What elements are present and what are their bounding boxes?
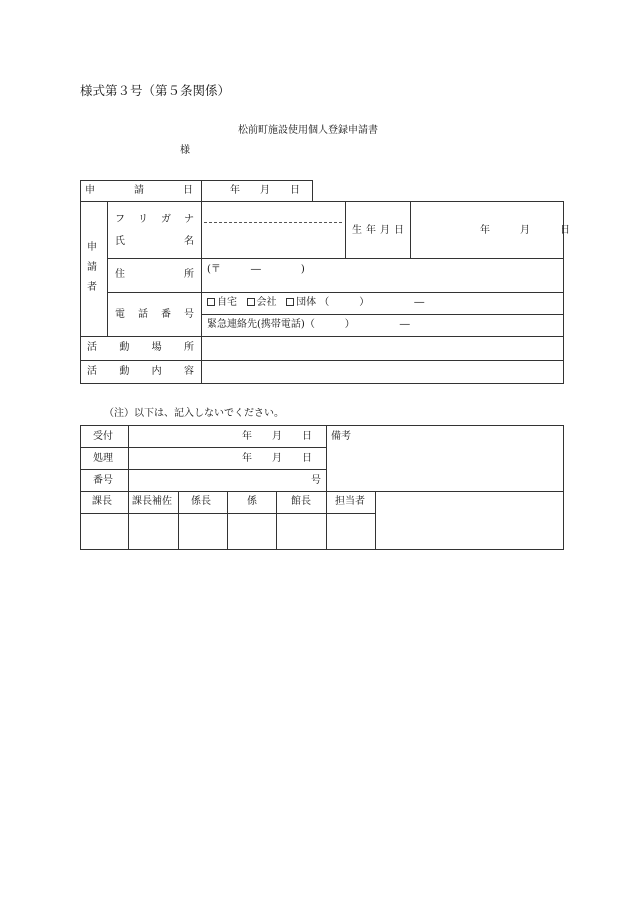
stamp-label-assistant-chief: 課長補佐 — [132, 496, 172, 507]
label-char: 請 — [87, 262, 97, 273]
office-use-note: （注）以下は、記入しないでください。 — [104, 408, 284, 419]
home-option-label: 自宅 — [217, 297, 237, 308]
label-char: ナ — [184, 214, 194, 225]
stamp-label-person-in-charge: 担当者 — [335, 496, 365, 507]
address-label — [115, 270, 194, 280]
furigana-field[interactable] — [204, 204, 342, 220]
processing-date: 年 月 日 — [242, 453, 312, 464]
furigana-label — [115, 215, 194, 225]
label-char: 容 — [183, 366, 194, 377]
label-char: 名 — [184, 236, 194, 247]
emergency-contact-label: 緊急連絡先(携帯電話) — [207, 319, 305, 330]
phone-line-1 — [207, 298, 424, 308]
stamp-label-section-chief: 課長 — [92, 496, 112, 507]
number-suffix: 号 — [311, 475, 321, 486]
label-char: 申 — [87, 242, 97, 253]
birth-date-label — [352, 226, 404, 236]
processing-label: 処理 — [93, 453, 113, 464]
company-checkbox[interactable] — [247, 297, 277, 308]
group-checkbox[interactable] — [286, 297, 316, 308]
phone-number-field[interactable]: （ ） ― — [319, 297, 425, 308]
label-char: 住 — [115, 269, 125, 280]
address-field[interactable]: (〒 ― ) — [207, 264, 305, 275]
label-char: 動 — [119, 342, 130, 353]
group-option-label: 団体 — [296, 297, 317, 308]
activity-place-field[interactable] — [204, 338, 562, 358]
label-char: 日 — [183, 185, 193, 196]
label-char: 活 — [87, 366, 97, 377]
label-char: 号 — [184, 309, 194, 320]
activity-content-field[interactable] — [204, 362, 562, 382]
page-title: 松前町施設使用個人登録申請書 — [238, 125, 378, 136]
label-char: 場 — [151, 342, 162, 353]
birth-date-value[interactable]: 年 月 日 — [480, 225, 570, 236]
phone-label — [115, 310, 194, 320]
addressee-suffix: 様 — [180, 145, 190, 156]
label-char: 請 — [134, 185, 144, 196]
reception-label: 受付 — [93, 431, 113, 442]
remarks-label: 備考 — [331, 431, 351, 442]
checkbox-icon — [247, 298, 255, 306]
stamp-label-staff: 係 — [247, 496, 257, 507]
label-char: 話 — [138, 309, 148, 320]
label-char: リ — [138, 214, 148, 225]
label-char: 生 — [352, 225, 362, 236]
label-char: 内 — [151, 366, 162, 377]
label-char: 日 — [394, 225, 404, 236]
name-field[interactable] — [204, 226, 342, 256]
checkbox-icon — [207, 298, 215, 306]
checkbox-icon — [286, 298, 294, 306]
company-option-label: 会社 — [256, 297, 277, 308]
label-char: 番 — [161, 309, 171, 320]
applicant-section-label — [87, 243, 97, 293]
label-char: 所 — [184, 269, 194, 280]
number-label: 番号 — [93, 475, 113, 486]
label-char: 者 — [87, 282, 97, 293]
activity-content-label — [87, 367, 194, 377]
phone-line-2 — [207, 320, 410, 330]
application-date-value[interactable]: 年 月 日 — [230, 185, 300, 196]
stamp-label-subsection-chief: 係長 — [191, 496, 211, 507]
home-checkbox[interactable] — [207, 297, 237, 308]
office-use-table — [80, 425, 564, 550]
reception-date: 年 月 日 — [242, 431, 312, 442]
label-char: 申 — [85, 185, 95, 196]
stamp-label-director: 館長 — [291, 496, 311, 507]
label-char: 氏 — [115, 236, 125, 247]
label-char: フ — [115, 214, 125, 225]
label-char: 電 — [115, 309, 125, 320]
activity-place-label — [87, 343, 194, 353]
emergency-number-field[interactable]: （ ） ― — [304, 319, 410, 330]
application-date-label — [85, 186, 193, 196]
label-char: 所 — [183, 342, 194, 353]
label-char: ガ — [161, 214, 171, 225]
label-char: 動 — [119, 366, 130, 377]
label-char: 活 — [87, 342, 97, 353]
form-number: 様式第３号（第５条関係） — [80, 83, 231, 98]
label-char: 年 — [366, 225, 376, 236]
label-char: 月 — [380, 225, 390, 236]
name-label — [115, 237, 194, 247]
